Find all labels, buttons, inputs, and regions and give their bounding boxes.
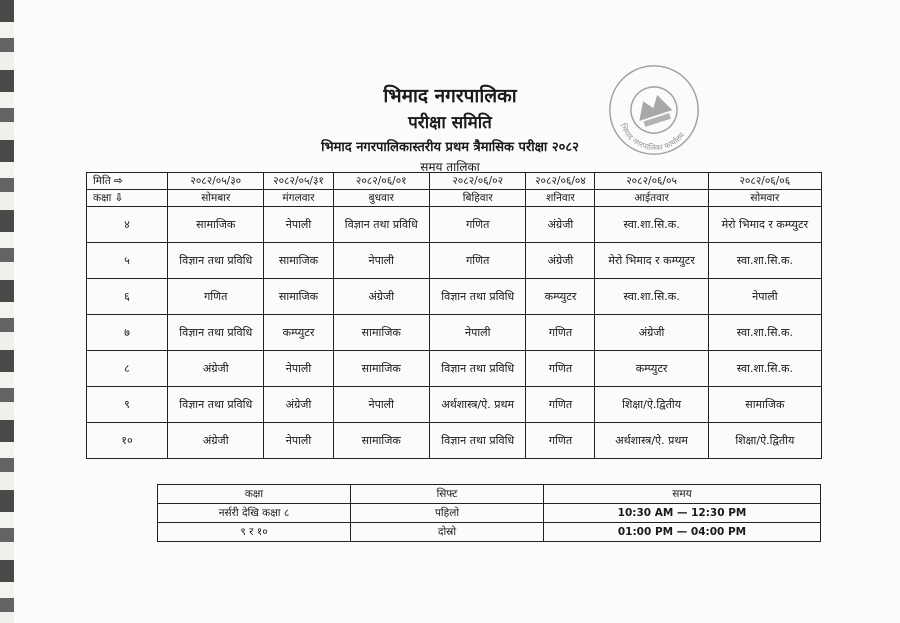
grade-cell: ८ [87, 351, 168, 387]
table-row [87, 207, 822, 243]
grade-cell: ६ [87, 279, 168, 315]
table-row [87, 279, 822, 315]
subject-cell: गणित [168, 279, 264, 315]
date-cell: २०८२/०६/०२ [429, 173, 525, 190]
shift-name-cell: पहिलो [351, 504, 544, 523]
shift-grade-cell: ९ र १० [158, 523, 351, 542]
subject-cell: स्वा.शा.सि.क. [708, 351, 821, 387]
subject-cell: सामाजिक [333, 351, 429, 387]
table-row [87, 315, 822, 351]
subject-cell: गणित [526, 315, 595, 351]
subject-cell: विज्ञान तथा प्रविधि [168, 387, 264, 423]
exam-schedule-table [86, 172, 822, 459]
date-cell: २०८२/०६/०१ [333, 173, 429, 190]
subject-cell: अंग्रेजी [595, 315, 708, 351]
shift-name-cell: दोस्रो [351, 523, 544, 542]
subject-cell: गणित [429, 243, 525, 279]
date-cell: २०८२/०६/०५ [595, 173, 708, 190]
shift-table [157, 484, 821, 542]
day-row [87, 190, 822, 207]
subject-cell: स्वा.शा.सि.क. [595, 207, 708, 243]
subject-cell: नेपाली [708, 279, 821, 315]
exam-title: भिमाद नगरपालिकास्तरीय प्रथम त्रैमासिक परीक्षा २०८२ [321, 140, 579, 155]
grade-cell: ४ [87, 207, 168, 243]
subject-cell: स्वा.शा.सि.क. [595, 279, 708, 315]
grade-cell: १० [87, 423, 168, 459]
seal-text: भिमाद नगरपालिका कार्यालय [618, 122, 687, 153]
subject-cell: मेरो भिमाद र कम्प्युटर [595, 243, 708, 279]
subject-cell: गणित [526, 423, 595, 459]
grade-cell: ९ [87, 387, 168, 423]
subject-cell: अंग्रेजी [168, 423, 264, 459]
subject-cell: स्वा.शा.सि.क. [708, 315, 821, 351]
shift-header-time: समय [544, 485, 821, 504]
municipality-title: भिमाद नगरपालिका [383, 85, 517, 107]
grade-label: कक्षा [93, 191, 112, 204]
subject-cell: नेपाली [333, 387, 429, 423]
subject-cell: अर्थशास्त्र/ऐ. प्रथम [429, 387, 525, 423]
day-cell: सोमवार [708, 190, 821, 207]
subject-cell: विज्ञान तथा प्रविधि [429, 279, 525, 315]
subject-cell: विज्ञान तथा प्रविधि [168, 243, 264, 279]
down-arrow-icon: ⇩ [114, 191, 124, 204]
day-cell: बिहिवार [429, 190, 525, 207]
subject-cell: अंग्रेजी [333, 279, 429, 315]
subject-cell: सामाजिक [333, 315, 429, 351]
subject-cell: शिक्षा/ऐ.द्वितीय [595, 387, 708, 423]
subject-cell: नेपाली [264, 207, 333, 243]
date-row [87, 173, 822, 190]
subject-cell: सामाजिक [264, 279, 333, 315]
subject-cell: नेपाली [264, 351, 333, 387]
shift-time-cell: 01:00 PM — 04:00 PM [544, 523, 821, 542]
subject-cell: विज्ञान तथा प्रविधि [168, 315, 264, 351]
table-row [87, 423, 822, 459]
right-arrow-icon: ⇨ [114, 174, 123, 187]
subject-cell: अर्थशास्त्र/ऐ. प्रथम [595, 423, 708, 459]
schedule-title: समय तालिका [420, 160, 480, 174]
day-cell: आईतवार [595, 190, 708, 207]
corner-date-cell [87, 173, 168, 190]
corner-grade-cell [87, 190, 168, 207]
subject-cell: सामाजिक [264, 243, 333, 279]
subject-cell: विज्ञान तथा प्रविधि [333, 207, 429, 243]
table-row [87, 351, 822, 387]
subject-cell: विज्ञान तथा प्रविधि [429, 351, 525, 387]
date-cell: २०८२/०६/०४ [526, 173, 595, 190]
day-cell: मंगलवार [264, 190, 333, 207]
subject-cell: सामाजिक [168, 207, 264, 243]
day-cell: सोमबार [168, 190, 264, 207]
table-row [87, 387, 822, 423]
subject-cell: कम्प्युटर [595, 351, 708, 387]
subject-cell: नेपाली [264, 423, 333, 459]
date-cell: २०८२/०५/३० [168, 173, 264, 190]
subject-cell: अंग्रेजी [264, 387, 333, 423]
shift-header-grade: कक्षा [158, 485, 351, 504]
shift-row [158, 504, 821, 523]
day-cell: बुधवार [333, 190, 429, 207]
shift-time-cell: 10:30 AM — 12:30 PM [544, 504, 821, 523]
shift-header-shift: सिफ्ट [351, 485, 544, 504]
subject-cell: अंग्रेजी [526, 207, 595, 243]
grade-cell: ७ [87, 315, 168, 351]
subject-cell: मेरो भिमाद र कम्प्युटर [708, 207, 821, 243]
subject-cell: शिक्षा/ऐ.द्वितीय [708, 423, 821, 459]
subject-cell: स्वा.शा.सि.क. [708, 243, 821, 279]
subject-cell: विज्ञान तथा प्रविधि [429, 423, 525, 459]
subject-cell: गणित [429, 207, 525, 243]
subject-cell: नेपाली [333, 243, 429, 279]
date-cell: २०८२/०६/०६ [708, 173, 821, 190]
subject-cell: सामाजिक [708, 387, 821, 423]
subject-cell: गणित [526, 387, 595, 423]
shift-row [158, 523, 821, 542]
subject-cell: कम्प्युटर [264, 315, 333, 351]
date-cell: २०८२/०५/३१ [264, 173, 333, 190]
date-label: मिति [93, 174, 111, 187]
subject-cell: कम्प्युटर [526, 279, 595, 315]
subject-cell: अंग्रेजी [526, 243, 595, 279]
committee-title: परीक्षा समिति [408, 113, 492, 133]
shift-header-row [158, 485, 821, 504]
shift-grade-cell: नर्सरी देखि कक्षा ८ [158, 504, 351, 523]
subject-cell: नेपाली [429, 315, 525, 351]
table-row [87, 243, 822, 279]
subject-cell: गणित [526, 351, 595, 387]
day-cell: शनिवार [526, 190, 595, 207]
subject-cell: सामाजिक [333, 423, 429, 459]
grade-cell: ५ [87, 243, 168, 279]
subject-cell: अंग्रेजी [168, 351, 264, 387]
